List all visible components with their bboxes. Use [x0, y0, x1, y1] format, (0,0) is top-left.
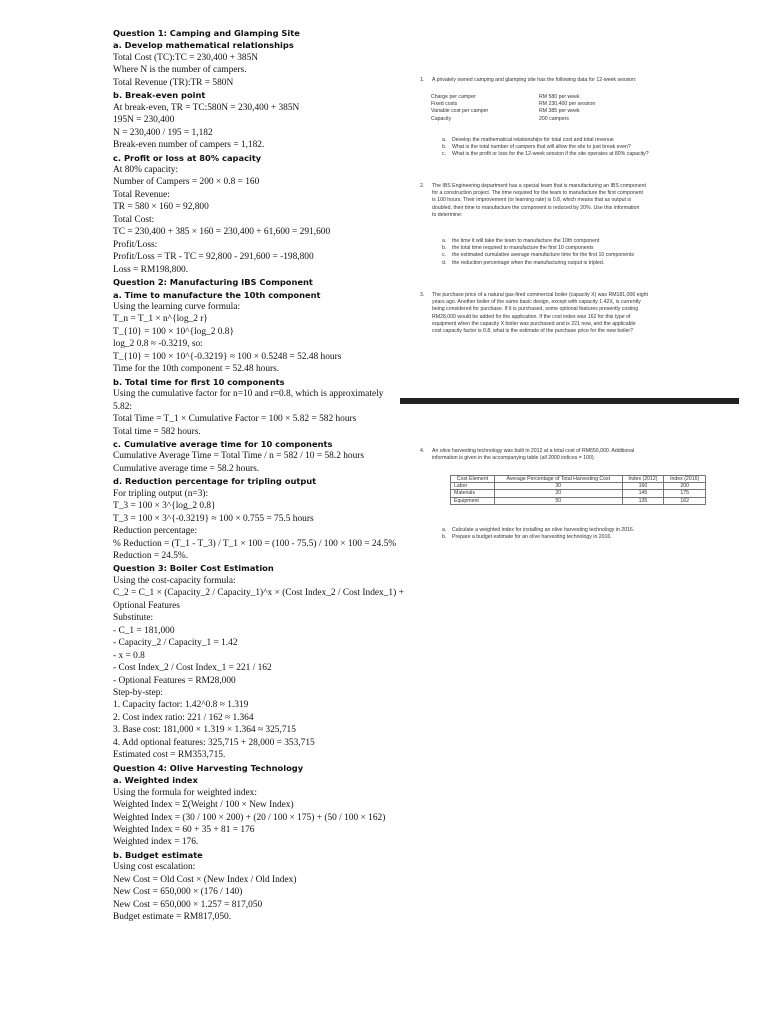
- table-cell: Materials: [451, 490, 495, 497]
- part-letter: c.: [442, 252, 447, 259]
- data-row: [431, 94, 595, 101]
- solution-line: C_2 = C_1 × (Capacity_2 / Capacity_1)^x × (Cost Index_2 / Cost Index_1) +: [113, 588, 404, 599]
- section-heading: b. Budget estimate: [113, 849, 203, 860]
- section-heading: d. Reduction percentage for tripling output: [113, 476, 317, 487]
- solution-line: - x = 0.8: [113, 650, 145, 661]
- data-value: RM 385 per week: [539, 108, 580, 115]
- part-text: the total time required to manufacture the first 10 components: [452, 245, 594, 252]
- question-4-parts: [442, 527, 742, 541]
- data-label: Fixed costs: [431, 101, 458, 108]
- question-3: [420, 292, 740, 342]
- part-text: the time it will take the team to manufacture the 10th component: [452, 238, 600, 244]
- solution-line: Cumulative average time = 58.2 hours.: [113, 463, 260, 474]
- data-value: 200 campers: [539, 115, 569, 122]
- data-row: [431, 108, 595, 115]
- solution-text: [113, 27, 423, 924]
- part-letter: a.: [442, 527, 447, 533]
- solution-line: Optional Features: [113, 600, 180, 611]
- solution-line: Reduction = 24.5%.: [113, 551, 189, 562]
- solution-line: Profit/Loss:: [113, 239, 158, 250]
- data-label: Variable cost per camper: [431, 108, 489, 115]
- solution-line: Total Revenue (TR):TR = 580N: [113, 77, 234, 88]
- solution-line: Weighted Index = Σ(Weight / 100 × New Index): [113, 800, 294, 811]
- question-part: [442, 144, 742, 151]
- question-line: The purchase price of a natural gas-fired commercial boiler (capacity X) was RM181,000 eight: [432, 292, 648, 298]
- solution-line: log_2 0.8 ≈ -0.3219, so:: [113, 339, 203, 350]
- question-part: [442, 252, 742, 259]
- solution-line: 195N = 230,400: [113, 115, 175, 126]
- solution-line: 3. Base cost: 181,000 × 1.319 × 1.364 ≈ 325,715: [113, 725, 296, 736]
- solution-line: Loss = RM198,800.: [113, 264, 189, 275]
- solution-line: TC = 230,400 + 385 × 160 = 230,400 + 61,600 = 291,600: [113, 227, 331, 238]
- solution-line: Step-by-step:: [113, 688, 163, 699]
- question-number: 2.: [420, 183, 425, 189]
- table-cell: 20: [494, 490, 622, 497]
- solution-line: Using the cost-capacity formula:: [113, 575, 236, 586]
- section-heading: Question 2: Manufacturing IBS Component: [113, 277, 313, 288]
- solution-line: Substitute:: [113, 613, 154, 624]
- section-heading: c. Cumulative average time for 10 components: [113, 438, 333, 449]
- section-heading: c. Profit or loss at 80% capacity: [113, 152, 262, 163]
- section-heading: Question 1: Camping and Glamping Site: [113, 28, 300, 38]
- table-cell: 50: [494, 497, 622, 504]
- question-1-parts: [442, 137, 742, 159]
- question-line: doubled, their time to manufacture the component is reduced by 20%. Use this information: [432, 204, 640, 211]
- question-text: [432, 292, 737, 335]
- question-2: [420, 183, 740, 278]
- part-text: the estimated cumulative average manufacture time for the first 10 components: [452, 252, 634, 259]
- table-row: [451, 490, 706, 497]
- solution-line: 4. Add optional features: 325,715 + 28,000 = 353,715: [113, 737, 315, 748]
- solution-line: Budget estimate = RM817,050.: [113, 912, 232, 923]
- solution-line: Number of Campers = 200 × 0.8 = 160: [113, 177, 260, 188]
- solution-line: Weighted Index = (30 / 100 × 200) + (20 / 100 × 175) + (50 / 100 × 162): [113, 812, 386, 823]
- solution-line: % Reduction = (T_1 - T_3) / T_1 × 100 = (100 - 75.5) / 100 × 100 = 24.5%: [113, 538, 397, 549]
- part-text: What is the profit or loss for the 12-week session if the site operates at 80% capacity?: [452, 151, 649, 158]
- question-line: being considered for purchase. If it is purchased, some optional features presently costing: [432, 306, 639, 313]
- data-value: RM 580 per week: [539, 94, 580, 100]
- section-heading: Question 4: Olive Harvesting Technology: [113, 762, 304, 773]
- question-2-parts: [442, 238, 742, 267]
- part-letter: b.: [442, 534, 447, 541]
- solution-line: Weighted Index = 60 + 35 + 81 = 176: [113, 825, 255, 835]
- solution-line: Profit/Loss = TR - TC = 92,800 - 291,600 = -198,800: [113, 252, 314, 263]
- table-cell: 135: [622, 497, 664, 504]
- question-line: cost capacity factor is 0.8, what is the estimate of the purchase price for the new boiler?: [432, 328, 633, 335]
- data-row: [431, 116, 595, 123]
- question-part: [442, 245, 742, 252]
- solution-line: T_3 = 100 × 3^{log_2 0.8}: [113, 501, 216, 512]
- solution-line: New Cost = 650,000 × 1.257 = 817,050: [113, 899, 263, 910]
- solution-line: Cumulative Average Time = Total Time / n = 582 / 10 = 58.2 hours: [113, 451, 365, 462]
- table-cell: 30: [494, 483, 622, 490]
- question-line: information is given in the accompanying table (all 2000 indices = 100).: [432, 455, 596, 462]
- question-part: [442, 238, 742, 245]
- question-number: 3.: [420, 292, 425, 298]
- divider-bar: [400, 398, 739, 404]
- table-header-row: [451, 476, 706, 483]
- part-letter: d.: [442, 259, 447, 266]
- part-text: Prepare a budget estimate for an olive harvesting technology in 2016.: [452, 534, 612, 541]
- solution-line: Time for the 10th component = 52.48 hours.: [113, 364, 280, 375]
- solution-line: Break-even number of campers = 1,182.: [113, 140, 265, 151]
- table-cell: 145: [622, 490, 664, 497]
- table-header: Index (2016): [664, 476, 706, 483]
- part-letter: b.: [442, 245, 447, 252]
- solution-line: Using the cumulative factor for n=10 and r=0.8, which is approximately: [113, 389, 384, 400]
- part-text: Calculate a weighted index for installing an olive harvesting technology in 2016.: [452, 527, 635, 533]
- solution-line: Where N is the number of campers.: [113, 65, 247, 76]
- solution-line: Using cost escalation:: [113, 862, 196, 873]
- solution-line: Using the formula for weighted index:: [113, 787, 257, 798]
- question-text: [432, 448, 737, 462]
- table-row: [451, 497, 706, 504]
- question-line: for a construction project. The time required for the team to manufacture the first component: [432, 190, 643, 197]
- solution-line: - Capacity_2 / Capacity_1 = 1.42: [113, 638, 238, 649]
- section-heading: a. Time to manufacture the 10th component: [113, 289, 321, 300]
- data-row: [431, 101, 595, 108]
- part-letter: a.: [442, 137, 447, 143]
- solution-line: Total Cost (TC):TC = 230,400 + 385N: [113, 52, 259, 63]
- data-value: RM 230,400 per session: [539, 101, 596, 108]
- question-line: to determine:: [432, 211, 463, 218]
- solution-line: Using the learning curve formula:: [113, 301, 241, 312]
- solution-line: Weighted index = 176.: [113, 837, 199, 848]
- solution-line: T_n = T_1 × n^{log_2 r}: [113, 314, 208, 325]
- solution-line: New Cost = Old Cost × (New Index / Old Index): [113, 874, 297, 885]
- question-line: An olive harvesting technology was built in 2012 at a total cost of RM650,000. Additional: [432, 448, 635, 454]
- solution-line: New Cost = 650,000 × (176 / 140): [113, 887, 243, 898]
- section-heading: a. Weighted index: [113, 775, 198, 786]
- section-heading: b. Break-even point: [113, 90, 206, 101]
- question-part: [442, 260, 742, 267]
- part-letter: c.: [442, 151, 447, 158]
- part-letter: a.: [442, 238, 447, 244]
- table-cell: 162: [664, 497, 706, 504]
- table-row: [451, 483, 706, 490]
- table-cell: 200: [664, 483, 706, 490]
- solution-line: Estimated cost = RM353,715.: [113, 750, 226, 761]
- solution-line: At 80% capacity:: [113, 164, 179, 175]
- section-heading: b. Total time for first 10 components: [113, 376, 285, 387]
- table-header: Cost Element: [451, 476, 495, 483]
- question-line: is 100 hours. Their improvement (or learning rate) is 0.8, which means that as output is: [432, 197, 632, 204]
- solution-line: Total Time = T_1 × Cumulative Factor = 100 × 5.82 = 582 hours: [113, 414, 357, 425]
- question-part: [442, 151, 742, 158]
- solution-line: 2. Cost index ratio: 221 / 162 ≈ 1.364: [113, 712, 254, 723]
- solution-line: - Optional Features = RM28,000: [113, 675, 236, 686]
- question-line: RM28,000 would be added for the application. If the cost index was 162 for this type of: [432, 313, 631, 320]
- question-line: equipment when the capacity X boiler was purchased and is 221 now, and the applicable: [432, 320, 636, 327]
- question-number: 4.: [420, 448, 425, 454]
- solution-line: T_{10} = 100 × 10^{-0.3219} ≈ 100 × 0.5248 = 52.48 hours: [113, 351, 342, 362]
- solution-line: N = 230,400 / 195 = 1,182: [113, 127, 213, 138]
- solution-line: 1. Capacity factor: 1.42^0.8 ≈ 1.319: [113, 700, 249, 711]
- solution-line: For tripling output (n=3):: [113, 488, 209, 499]
- solution-line: T_{10} = 100 × 10^{log_2 0.8}: [113, 326, 234, 337]
- solution-line: TR = 580 × 160 = 92,800: [113, 202, 209, 213]
- table-header: Average Percentage of Total Harvesting Cost: [494, 476, 622, 483]
- question-part: [442, 534, 742, 541]
- question-number: 1.: [420, 77, 425, 83]
- data-label: Charge per camper: [431, 94, 476, 100]
- question-1: [420, 77, 740, 167]
- question-1-data: [431, 94, 595, 123]
- question-part: [442, 527, 742, 534]
- solution-line: - C_1 = 181,000: [113, 625, 175, 636]
- solution-line: Total Revenue:: [113, 189, 170, 200]
- part-text: the reduction percentage when the manufacturing output is tripled.: [452, 259, 605, 266]
- solution-line: T_3 = 100 × 3^{-0.3219} ≈ 100 × 0.755 = 75.5 hours: [113, 513, 314, 524]
- question-line: years ago. Another boiler of the same basic design, except with capacity 1.42X, is currently: [432, 299, 641, 306]
- question-text: A privately owned camping and glamping site has the following data for 12-week session:: [432, 77, 637, 83]
- section-heading: a. Develop mathematical relationships: [113, 40, 294, 51]
- data-label: Capacity: [431, 115, 452, 122]
- index-table: [450, 475, 706, 505]
- solution-line: - Cost Index_2 / Cost Index_1 = 221 / 162: [113, 663, 272, 674]
- table-header: Index (2012): [622, 476, 664, 483]
- solution-line: At break-even, TR = TC:580N = 230,400 + 385N: [113, 102, 300, 113]
- question-4: [420, 448, 740, 548]
- table-cell: 160: [622, 483, 664, 490]
- table-cell: Labor: [451, 483, 495, 490]
- solution-line: Total time = 582 hours.: [113, 426, 201, 437]
- part-text: What is the total number of campers that will allow the site to just break even?: [452, 144, 631, 151]
- solution-line: Reduction percentage:: [113, 526, 198, 537]
- question-text: [432, 183, 737, 219]
- part-letter: b.: [442, 144, 447, 151]
- question-part: [442, 137, 742, 144]
- question-line: The IBS Engineering department has a special team that is manufacturing an IBS component: [432, 183, 646, 189]
- part-text: Develop the mathematical relationships for total cost and total revenue: [452, 137, 614, 143]
- section-heading: Question 3: Boiler Cost Estimation: [113, 563, 274, 574]
- solution-line: Total Cost:: [113, 214, 155, 225]
- solution-line: 5.82:: [113, 401, 133, 412]
- table-cell: 175: [664, 490, 706, 497]
- table-cell: Equipment: [451, 497, 495, 504]
